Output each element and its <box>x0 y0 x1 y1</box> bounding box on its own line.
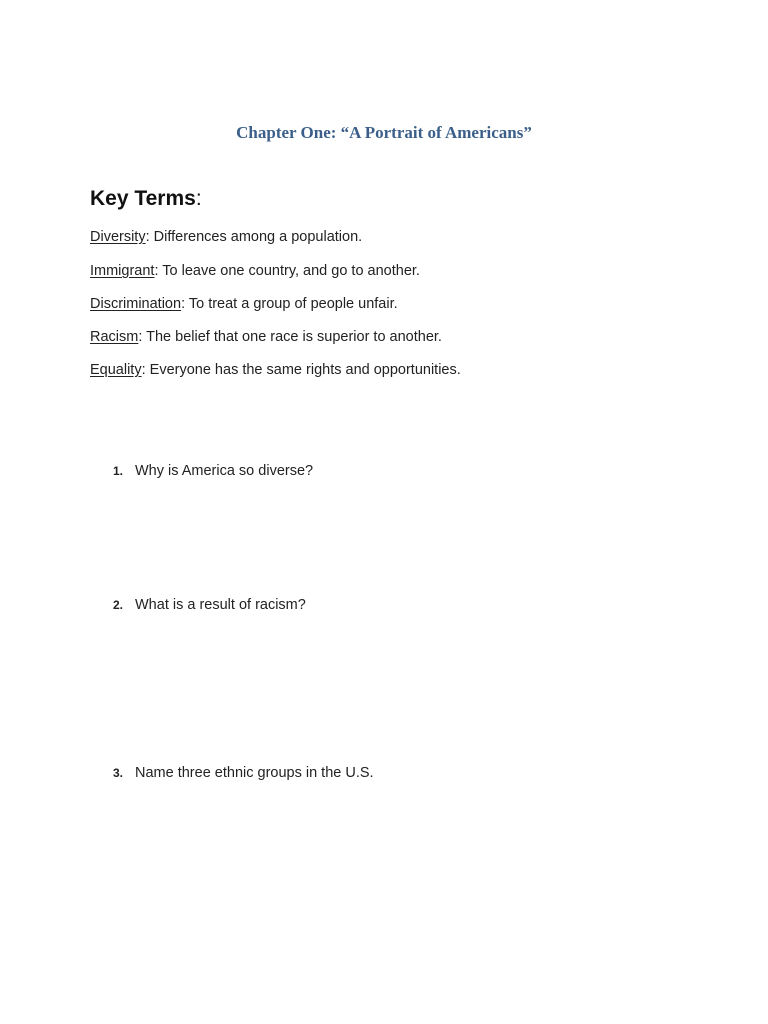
key-terms-heading-text: Key Terms <box>90 187 196 210</box>
question-text: What is a result of racism? <box>135 597 306 613</box>
question-2 <box>113 597 306 613</box>
question-number: 1. <box>113 464 124 478</box>
term-definition: : Everyone has the same rights and opportunities. <box>141 362 461 378</box>
question-text: Name three ethnic groups in the U.S. <box>135 765 374 781</box>
term-word: Immigrant <box>90 263 155 279</box>
page-title: Chapter One: “A Portrait of Americans” <box>236 123 532 142</box>
term-word: Equality <box>90 362 142 378</box>
term-definition: : The belief that one race is superior to another. <box>138 329 442 345</box>
key-terms-heading-colon: : <box>195 187 202 210</box>
term-word: Racism <box>90 329 139 345</box>
term-racism <box>90 329 442 345</box>
term-immigrant <box>90 263 420 279</box>
question-number: 3. <box>113 766 124 780</box>
term-word: Discrimination <box>90 296 182 312</box>
term-definition: : To treat a group of people unfair. <box>181 296 398 312</box>
term-word: Diversity <box>90 229 146 245</box>
term-equality <box>90 362 461 378</box>
term-definition: : Differences among a population. <box>145 229 363 245</box>
term-diversity <box>90 229 362 245</box>
question-text: Why is America so diverse? <box>135 463 314 479</box>
key-terms-heading <box>90 187 202 211</box>
question-number: 2. <box>113 598 124 612</box>
term-definition: : To leave one country, and go to another. <box>154 263 420 279</box>
question-1 <box>113 463 313 479</box>
question-3 <box>113 765 374 781</box>
term-discrimination <box>90 296 398 312</box>
